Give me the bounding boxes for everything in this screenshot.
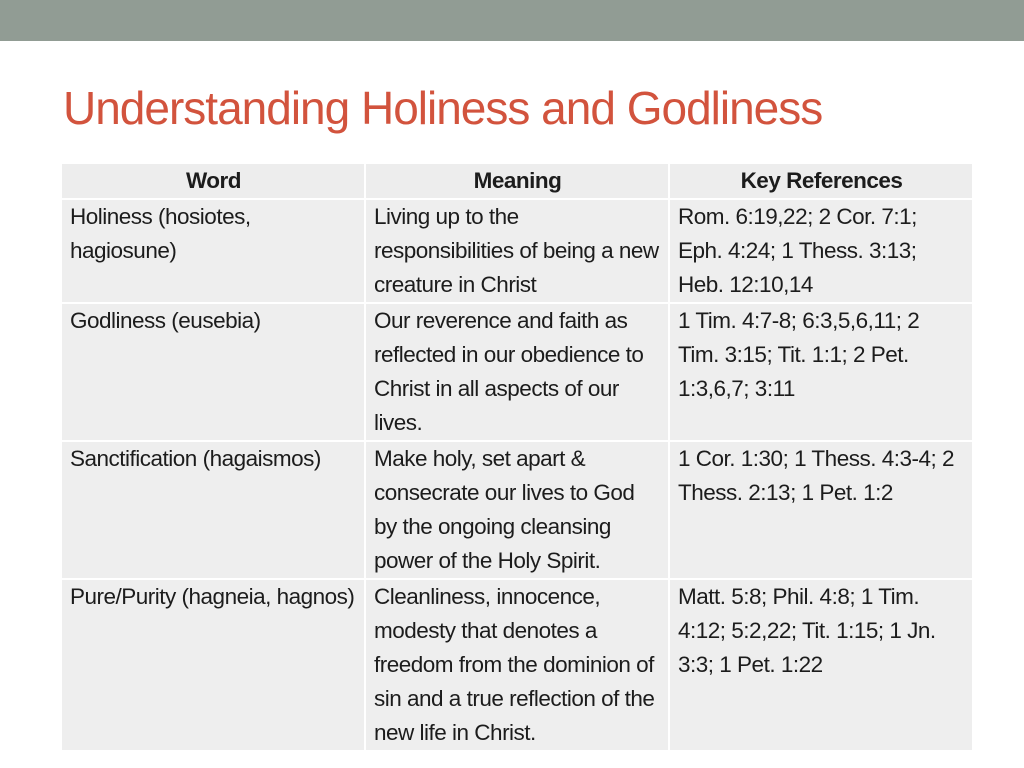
references-cell: 1 Cor. 1:30; 1 Thess. 4:3-4; 2 Thess. 2:13; 1 Pet. 1:2 [669,441,973,579]
references-cell: 1 Tim. 4:7-8; 6:3,5,6,11; 2 Tim. 3:15; Tit. 1:1; 2 Pet. 1:3,6,7; 3:11 [669,303,973,441]
meaning-cell: Living up to the responsibilities of being a new creature in Christ [365,199,669,303]
references-cell: Rom. 6:19,22; 2 Cor. 7:1; Eph. 4:24; 1 Thess. 3:13; Heb. 12:10,14 [669,199,973,303]
meaning-cell: Our reverence and faith as reflected in our obedience to Christ in all aspects of our lives. [365,303,669,441]
word-cell: Godliness (eusebia) [61,303,365,441]
word-cell: Sanctification (hagaismos) [61,441,365,579]
word-cell: Holiness (hosiotes, hagiosune) [61,199,365,303]
terms-table [60,162,974,752]
column-header-meaning: Meaning [365,163,669,199]
meaning-cell: Make holy, set apart & consecrate our lives to God by the ongoing cleansing power of the Holy Spirit. [365,441,669,579]
references-cell: Matt. 5:8; Phil. 4:8; 1 Tim. 4:12; 5:2,22; Tit. 1:15; 1 Jn. 3:3; 1 Pet. 1:22 [669,579,973,751]
table-row [61,199,973,303]
word-cell: Pure/Purity (hagneia, hagnos) [61,579,365,751]
table-header-row [61,163,973,199]
meaning-cell: Cleanliness, innocence, modesty that denotes a freedom from the dominion of sin and a true reflection of the new life in Christ. [365,579,669,751]
table-row [61,579,973,751]
table-row [61,441,973,579]
column-header-key-references: Key References [669,163,973,199]
slide-title: Understanding Holiness and Godliness [63,82,823,134]
column-header-word: Word [61,163,365,199]
table-row [61,303,973,441]
top-band [0,0,1024,41]
